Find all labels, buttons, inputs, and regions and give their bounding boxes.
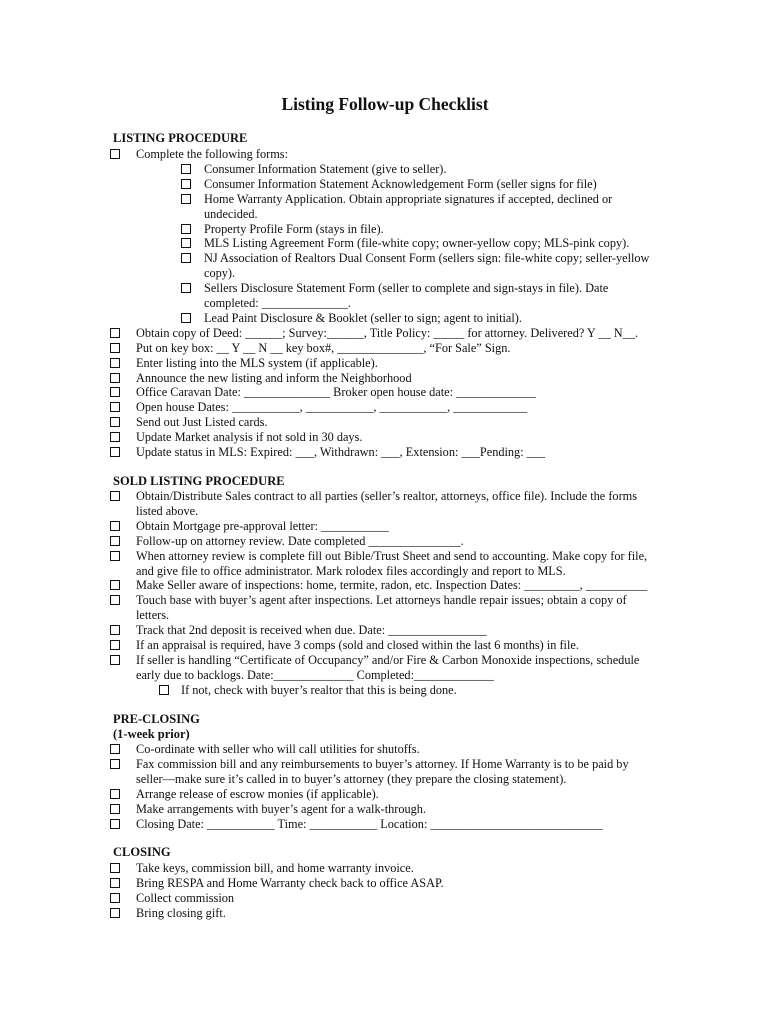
checklist-item <box>110 400 527 415</box>
listing-procedure-heading: LISTING PROCEDURE <box>113 131 248 145</box>
checklist-item <box>110 817 603 832</box>
checklist-item-text: and give file to office administrator. Mark rolodex files accordingly and report to MLS. <box>136 563 566 578</box>
checklist-item <box>181 222 384 237</box>
checklist-item <box>181 281 608 311</box>
checklist-item-text: letters. <box>136 608 170 623</box>
checklist-item <box>110 802 426 817</box>
checklist-item <box>110 876 444 891</box>
checklist-item-text: Follow-up on attorney review. Date completed _______________. <box>136 533 464 548</box>
checklist-item-text: Consumer Information Statement (give to seller). <box>204 161 447 176</box>
checkbox[interactable] <box>110 402 120 412</box>
checklist-item-text: Lead Paint Disclosure & Booklet (seller to sign; agent to initial). <box>204 310 522 325</box>
checkbox[interactable] <box>110 580 120 590</box>
checkbox[interactable] <box>110 804 120 814</box>
checklist-item <box>159 683 457 698</box>
checklist-item <box>110 326 638 341</box>
checkbox[interactable] <box>181 283 191 293</box>
checklist-item <box>181 251 649 281</box>
checklist-item <box>110 593 627 623</box>
checkbox[interactable] <box>110 863 120 873</box>
checklist-item-text: Send out Just Listed cards. <box>136 415 268 430</box>
checklist-item <box>110 623 487 638</box>
checkbox[interactable] <box>110 432 120 442</box>
checkbox[interactable] <box>110 819 120 829</box>
checklist-item <box>110 638 579 653</box>
checklist-item-text: If seller is handling “Certificate of Occupancy” and/or Fire & Carbon Monoxide inspections, schedule <box>136 652 640 667</box>
checklist-item <box>110 341 510 356</box>
checkbox[interactable] <box>110 149 120 159</box>
checklist-item <box>110 549 647 579</box>
checklist-item-text: When attorney review is complete fill out Bible/Trust Sheet and send to accounting. Make copy for file, <box>136 548 648 563</box>
checkbox[interactable] <box>110 893 120 903</box>
checklist-item <box>110 861 414 876</box>
checklist-item <box>110 415 268 430</box>
checklist-item-text: Obtain copy of Deed: ______; Survey:______, Title Policy: _____ for attorney. Delivered? Y __ N__. <box>136 325 639 340</box>
checkbox[interactable] <box>181 238 191 248</box>
checklist-item-text: If an appraisal is required, have 3 comps (sold and closed within the last 6 months) in file. <box>136 638 579 652</box>
closing-heading: CLOSING <box>113 845 171 859</box>
checklist-item <box>181 192 612 222</box>
checklist-item <box>181 236 629 251</box>
checkbox[interactable] <box>159 685 169 695</box>
checkbox[interactable] <box>110 358 120 368</box>
checklist-item-text: Arrange release of escrow monies (if applicable). <box>136 786 379 801</box>
checkbox[interactable] <box>110 491 120 501</box>
checklist-item-text: If not, check with buyer’s realtor that this is being done. <box>181 682 457 697</box>
checkbox[interactable] <box>181 224 191 234</box>
checklist-item <box>110 519 389 534</box>
checklist-item-text: completed: ______________. <box>204 296 351 310</box>
pre-closing-subheading: (1-week prior) <box>113 727 190 741</box>
checklist-item-text: Property Profile Form (stays in file). <box>204 221 384 236</box>
page-title: Listing Follow-up Checklist <box>281 94 489 114</box>
checklist-item-text: MLS Listing Agreement Form (file-white copy; owner-yellow copy; MLS-pink copy). <box>204 236 630 251</box>
checkbox[interactable] <box>110 447 120 457</box>
checklist-item <box>110 147 288 162</box>
checklist-item-text: Open house Dates: ___________, ___________, ___________, ____________ <box>136 400 528 415</box>
checklist-item <box>110 445 545 460</box>
checklist-item-text: Fax commission bill and any reimbursements to buyer’s attorney. If Home Warranty is to be paid by <box>136 756 629 771</box>
checklist-item <box>110 742 420 757</box>
checklist-item-text: Obtain Mortgage pre-approval letter: ___________ <box>136 518 389 533</box>
checkbox[interactable] <box>110 744 120 754</box>
checklist-item-text: copy). <box>204 266 236 281</box>
checklist-item-text: Make arrangements with buyer’s agent for a walk-through. <box>136 801 427 816</box>
checklist-item <box>110 371 412 386</box>
checklist-item <box>110 653 639 683</box>
checkbox[interactable] <box>110 878 120 888</box>
checklist-item-text: Bring RESPA and Home Warranty check back to office ASAP. <box>136 875 444 890</box>
checklist-item-text: Sellers Disclosure Statement Form (seller to complete and sign-stays in file). Date <box>204 281 609 296</box>
sold-listing-procedure-heading: SOLD LISTING PROCEDURE <box>113 474 285 488</box>
checkbox[interactable] <box>110 908 120 918</box>
checklist-item-text: NJ Association of Realtors Dual Consent Form (sellers sign: file-white copy; seller-yellow <box>204 251 650 266</box>
checklist-item <box>110 534 464 549</box>
checklist-item-text: Home Warranty Application. Obtain appropriate signatures if accepted, declined or <box>204 191 613 206</box>
checklist-item-text: Collect commission <box>136 890 235 905</box>
checklist-item-text: Track that 2nd deposit is received when due. Date: ________________ <box>136 623 487 638</box>
pre-closing-heading: PRE-CLOSING <box>113 712 200 726</box>
checklist-item-text: Closing Date: ___________ Time: ___________ Location: ____________________________ <box>136 816 603 831</box>
checkbox[interactable] <box>181 253 191 263</box>
checklist-item-text: Bring closing gift. <box>136 905 226 920</box>
checklist-item-text: Update status in MLS: Expired: ___, Withdrawn: ___, Extension: ___Pending: ___ <box>136 445 546 459</box>
checklist-item-text: listed above. <box>136 503 199 518</box>
checkbox[interactable] <box>110 521 120 531</box>
checklist-item <box>110 385 536 400</box>
checklist-item <box>181 311 522 326</box>
checklist-item <box>181 162 446 177</box>
checkbox[interactable] <box>110 551 120 561</box>
checklist-item-text: Co-ordinate with seller who will call utilities for shutoffs. <box>136 742 420 756</box>
checklist-item <box>110 891 234 906</box>
checklist-item <box>110 489 637 519</box>
checklist-item-text: undecided. <box>204 206 258 221</box>
checklist-item <box>110 757 629 787</box>
checklist-item-text: early due to backlogs. Date:_____________ Completed:_____________ <box>136 667 494 682</box>
checklist-item-text: Announce the new listing and inform the Neighborhood <box>136 370 412 385</box>
checkbox[interactable] <box>110 417 120 427</box>
checklist-item <box>110 430 362 445</box>
checkbox[interactable] <box>110 759 120 769</box>
checkbox[interactable] <box>110 387 120 397</box>
checkbox[interactable] <box>110 595 120 605</box>
checklist-item <box>110 578 647 593</box>
checkbox[interactable] <box>181 313 191 323</box>
checklist-item-text: Update Market analysis if not sold in 30 days. <box>136 430 363 445</box>
checkbox[interactable] <box>110 343 120 353</box>
checkbox[interactable] <box>110 536 120 546</box>
checkbox[interactable] <box>181 164 191 174</box>
checkbox[interactable] <box>110 640 120 650</box>
checklist-item <box>181 177 597 192</box>
checkbox[interactable] <box>181 179 191 189</box>
checklist-item-text: seller—make sure it’s called in to buyer’s attorney (they prepare the closing statement). <box>136 771 567 786</box>
checklist-item-text: Touch base with buyer’s agent after inspections. Let attorneys handle repair issues; obtain a copy of <box>136 593 627 608</box>
checkbox[interactable] <box>110 328 120 338</box>
checklist-item-text: Make Seller aware of inspections: home, termite, radon, etc. Inspection Dates: _________, __________ <box>136 578 648 593</box>
checkbox[interactable] <box>181 194 191 204</box>
checklist-item <box>110 787 379 802</box>
checklist-item-text: Obtain/Distribute Sales contract to all parties (seller’s realtor, attorneys, office file). Include the forms <box>136 489 638 503</box>
checklist-item-text: Office Caravan Date: ______________ Broker open house date: _____________ <box>136 385 537 400</box>
checklist-item-text: Put on key box: __ Y __ N __ key box#, ______________, “For Sale” Sign. <box>136 340 511 355</box>
checkbox[interactable] <box>110 655 120 665</box>
checkbox[interactable] <box>110 373 120 383</box>
checkbox[interactable] <box>110 625 120 635</box>
checklist-item-text: Take keys, commission bill, and home warranty invoice. <box>136 861 414 875</box>
checklist-item-text: Complete the following forms: <box>136 147 288 161</box>
checklist-item-text: Consumer Information Statement Acknowledgement Form (seller signs for file) <box>204 176 597 191</box>
checklist-item <box>110 356 378 371</box>
checklist-item-text: Enter listing into the MLS system (if applicable). <box>136 355 378 370</box>
checklist-item <box>110 906 226 921</box>
checkbox[interactable] <box>110 789 120 799</box>
